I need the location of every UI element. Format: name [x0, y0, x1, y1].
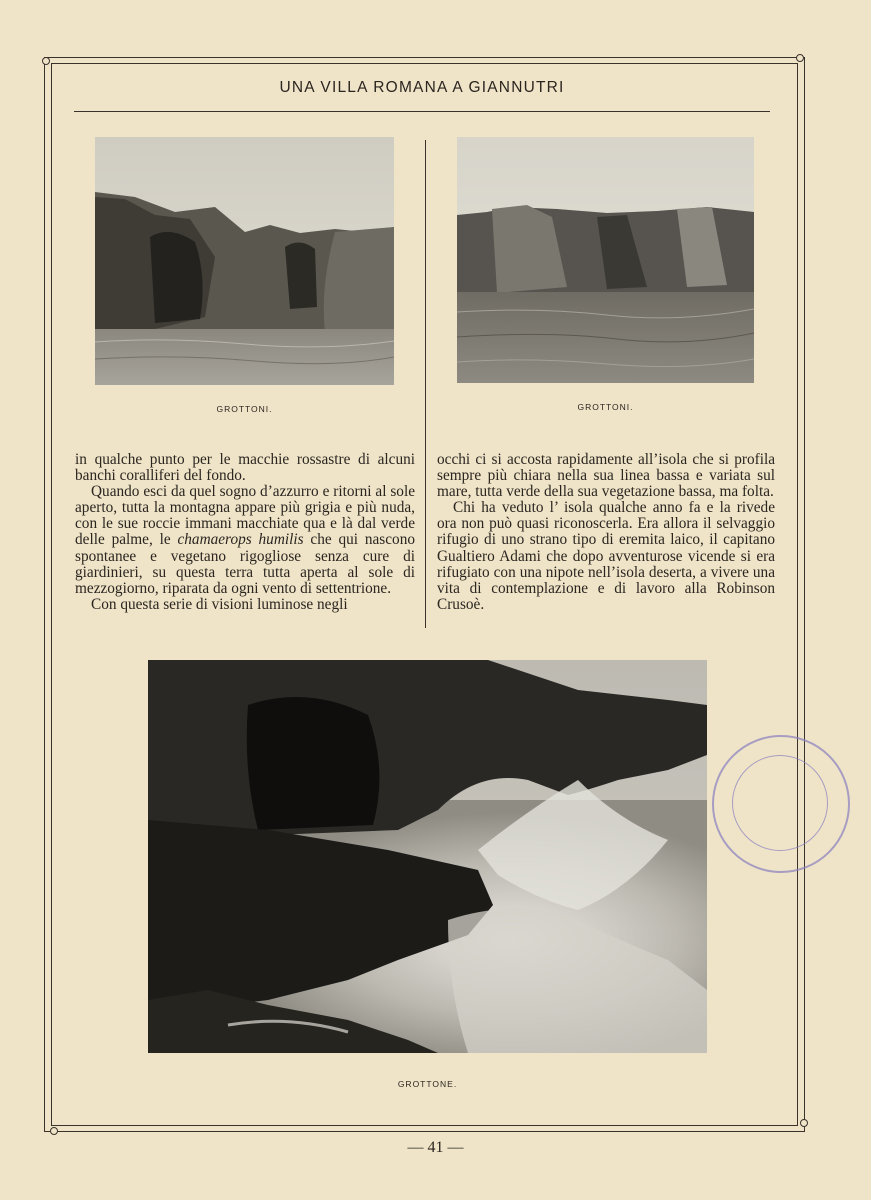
- border-corner-ornament: [800, 1119, 808, 1127]
- border-corner-ornament: [796, 54, 804, 62]
- paragraph: [75, 484, 415, 597]
- text-column-left: [75, 452, 415, 613]
- photo-grottoni-left: [95, 137, 394, 385]
- paragraph: Chi ha veduto l’ isola qualche anno fa e la rivede ora non può quasi riconoscerla. Era allora il selvaggio rifugio di uno strano tipo di eremita laico, il capitano Gualtiero Adami che dopo avventurose vicende si era rifugiato con una nipote nell’isola deserta, a vivere una vita di contemplazione e di lavoro alla Robinson Crusoè.: [437, 499, 775, 613]
- paragraph: occhi ci si accosta rapidamente all’isola che si profila sempre più chiara nella sua linea bassa e variata sul mare, tutta verde della sua vegetazione bassa, ma folta.: [437, 451, 775, 501]
- photo-grottoni-right: [457, 137, 754, 383]
- text-run: Quando esci da quel sogno d’azzurro e ritorni al sole aperto, tutta la montagna appare più grigia e più nuda, con le sue roccie immani macchiate qua e là dal verde delle palme, le: [75, 483, 415, 549]
- column-rule: [425, 140, 426, 628]
- title-rule: [74, 111, 770, 112]
- caption-top-left: GROTTONI.: [216, 404, 273, 414]
- border-corner-ornament: [50, 1127, 58, 1135]
- text-run: che qui nascono spontanee e vegetano rigogliose senza cure di giardinieri, su questa terra tutta aperta al sole di mezzogiorno, riparata da ogni vento di settentrione.: [75, 531, 415, 597]
- photo-grottone: [148, 660, 707, 1053]
- library-stamp: [712, 735, 850, 873]
- running-title: UNA VILLA ROMANA A GIANNUTRI: [279, 79, 565, 96]
- border-corner-ornament: [42, 57, 50, 65]
- page-number: — 41 —: [407, 1139, 464, 1156]
- italic-term: chamaerops humilis: [177, 531, 304, 549]
- text-column-right: [437, 452, 775, 613]
- paragraph: Con questa serie di visioni luminose negli: [91, 595, 348, 613]
- paragraph: in qualche punto per le macchie rossastre di alcuni banchi coralliferi del fondo.: [75, 451, 415, 485]
- caption-top-right: GROTTONI.: [577, 402, 634, 412]
- caption-bottom: GROTTONE.: [397, 1079, 458, 1089]
- library-stamp-inner-ring: [732, 755, 828, 851]
